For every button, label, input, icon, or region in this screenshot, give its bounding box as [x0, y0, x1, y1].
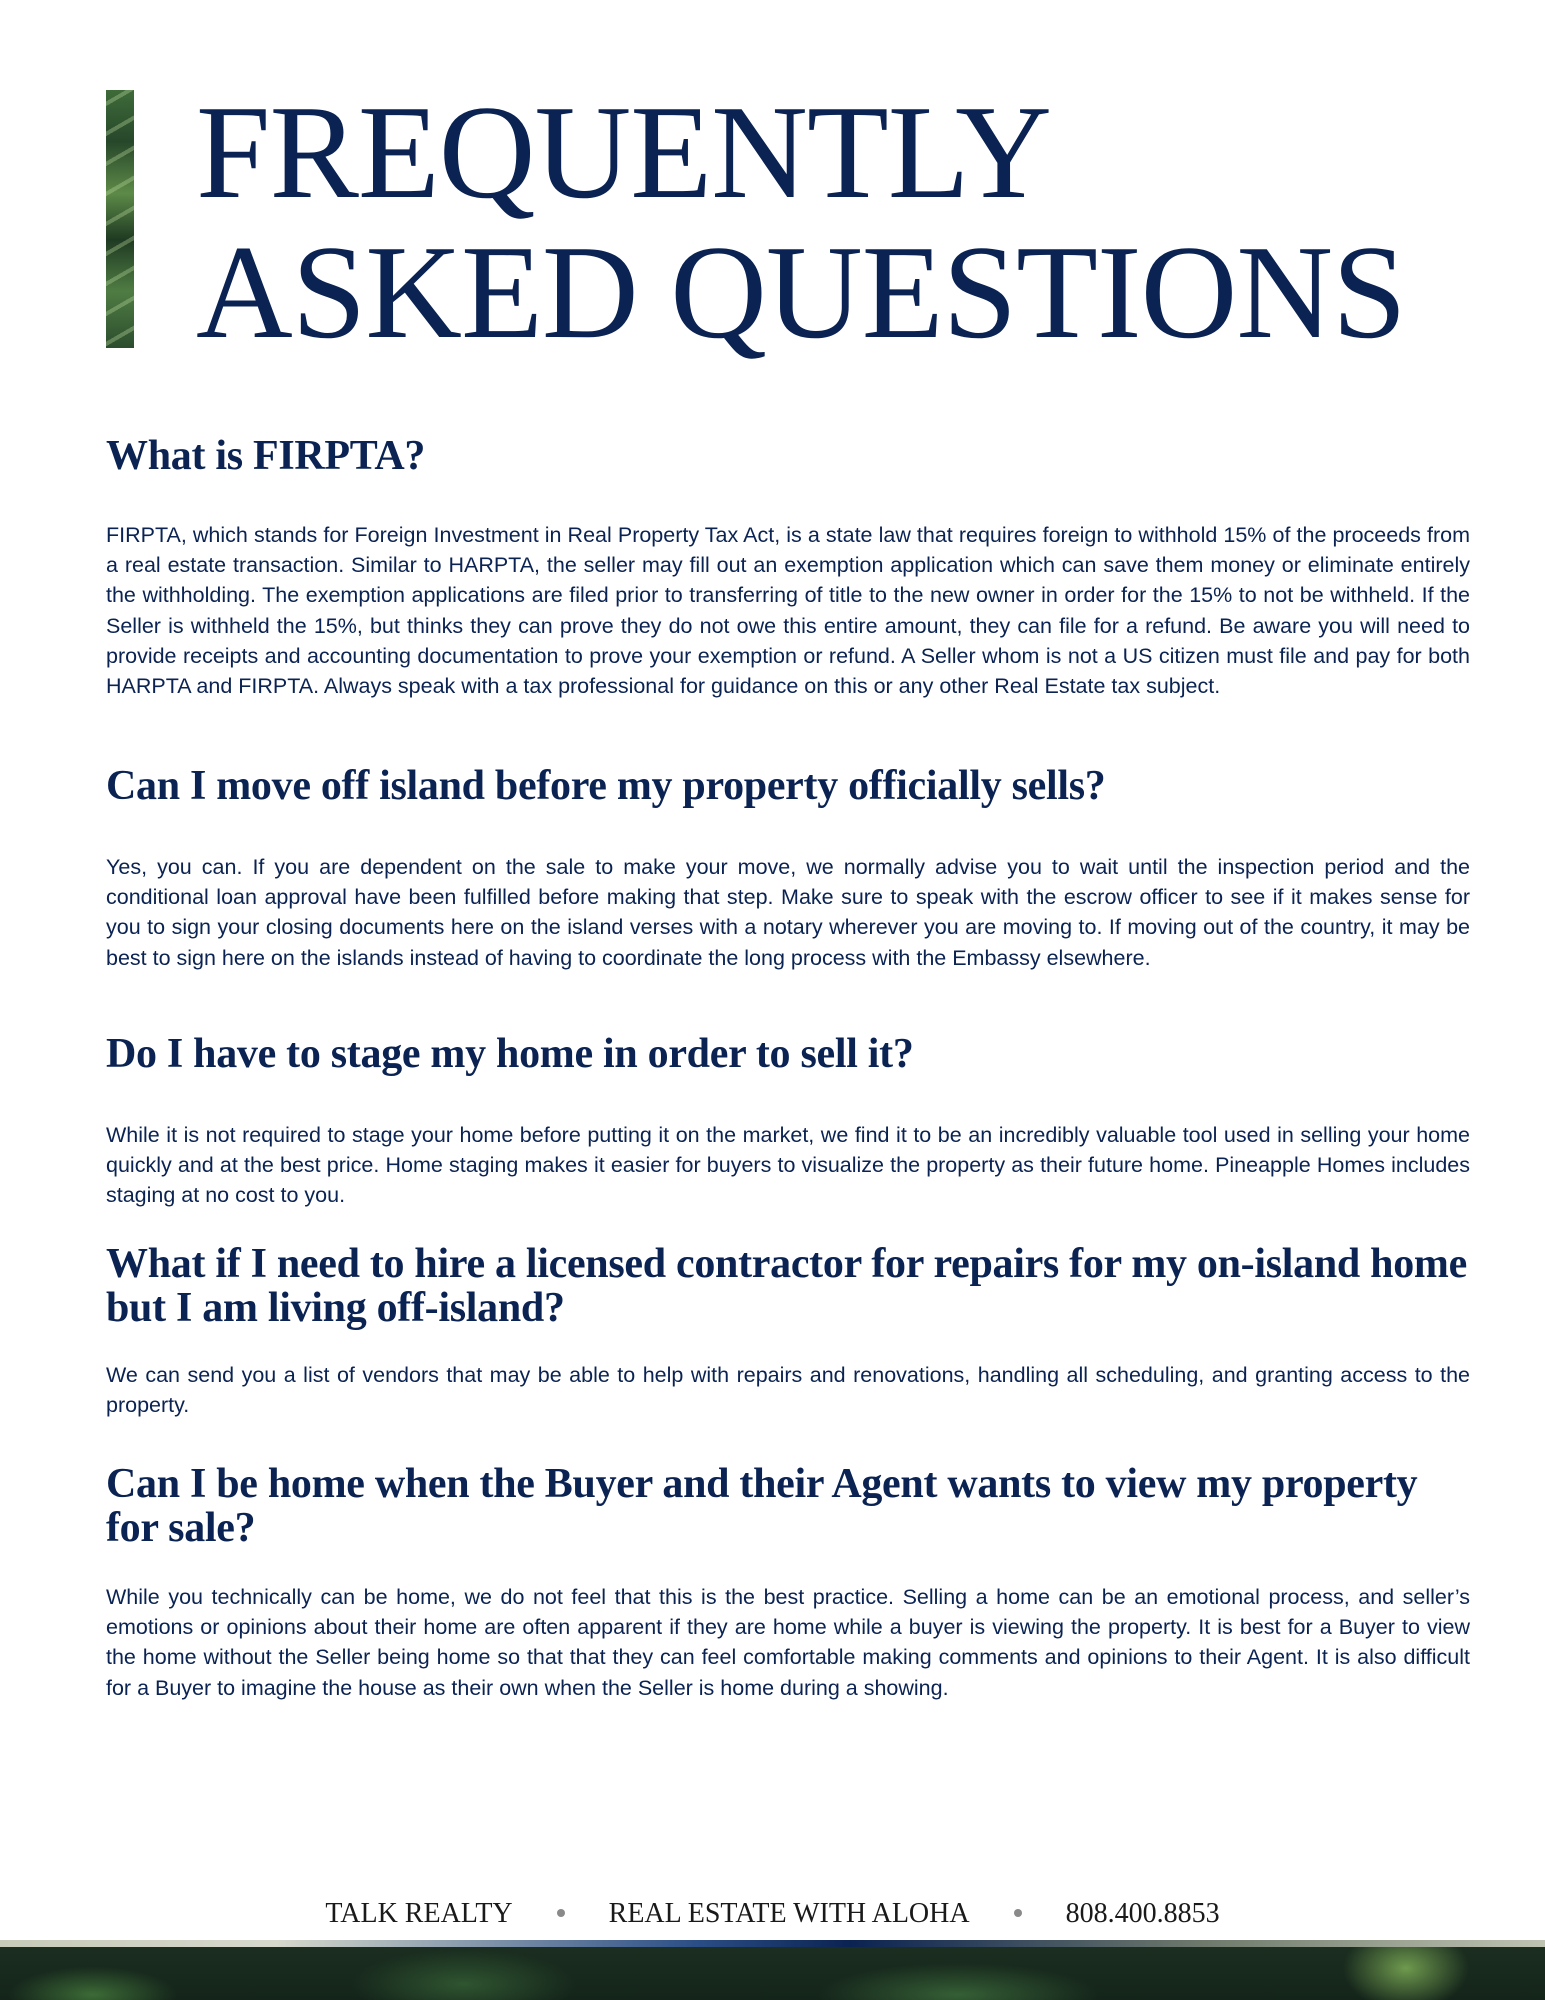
footer-phone: 808.400.8853 [1065, 1898, 1220, 1929]
bullet-separator [557, 1909, 565, 1917]
faq-question: Can I be home when the Buyer and their Agent wants to view my property for sale? [106, 1461, 1418, 1551]
faq-answer: While it is not required to stage your home before putting it on the market, we find it to be an incredibly valuable tool used in selling your home quickly and at the best price. Home staging makes it easier for buyers to visualize the property as their future home. Pineapple Homes includes staging at no cost to you. [106, 1123, 1470, 1208]
faq-answer: Yes, you can. If you are dependent on the sale to make your move, we normally advise you to wait until the inspection period and the conditional loan approval have been fulfilled before making that step. Make sure to speak with the escrow officer to see if it makes sense for you to sign your closing documents here on the island verses with a notary wherever you are moving to. If moving out of the country, it may be best to sign here on the islands instead of having to coordinate the long process with the Embassy elsewhere. [106, 855, 1470, 970]
leaf-accent-bar [106, 90, 134, 348]
faq-answer: While you technically can be home, we do not feel that this is the best practice. Selling a home can be an emotional process, and seller’s emotions or opinions about their home are often apparent if they are home while a buyer is viewing the property. It is best for a Buyer to view the home without the Seller being home so that that they can feel comfortable making comments and opinions to their Agent. It is also difficult for a Buyer to imagine the house as their own when the Seller is home during a showing. [106, 1585, 1470, 1700]
footer-tagline: REAL ESTATE WITH ALOHA [608, 1898, 970, 1929]
faq-answer: We can send you a list of vendors that may be able to help with repairs and renovations, handling all scheduling, and granting access to the property. [106, 1363, 1470, 1418]
faq-item [106, 1462, 1470, 1703]
faq-question: What is FIRPTA? [106, 433, 426, 479]
footer-divider [0, 1940, 1545, 1947]
footer-bar [0, 1898, 1545, 1930]
page-header [106, 78, 1486, 366]
faq-item [106, 434, 1470, 701]
faq-item [106, 764, 1470, 973]
page-title [196, 78, 1406, 366]
footer-company: TALK REALTY [325, 1898, 513, 1929]
title-line-1: FREQUENTLY [196, 78, 1051, 226]
footer-foliage-image [0, 1947, 1545, 2000]
bullet-separator [1014, 1909, 1022, 1917]
faq-question: Can I move off island before my property officially sells? [106, 763, 1106, 809]
title-line-2: ASKED QUESTIONS [196, 218, 1406, 366]
faq-item [106, 1242, 1470, 1420]
faq-question: Do I have to stage my home in order to sell it? [106, 1031, 914, 1077]
faq-answer: FIRPTA, which stands for Foreign Investment in Real Property Tax Act, is a state law that requires foreign to withhold 15% of the proceeds from a real estate transaction. Similar to HARPTA, the seller may fill out an exemption application which can save them money or eliminate entirely the withholding. The exemption applications are filed prior to transferring of title to the new owner in order for the 15% to not be withheld. If the Seller is withheld the 15%, but thinks they can prove they do not owe this entire amount, they can file for a refund. Be aware you will need to provide receipts and accounting documentation to prove your exemption or refund. A Seller whom is not a US citizen must file and pay for both HARPTA and FIRPTA. Always speak with a tax professional for guidance on this or any other Real Estate tax subject. [106, 523, 1470, 699]
faq-question: What if I need to hire a licensed contractor for repairs for my on-island home but I am living off-island? [106, 1241, 1467, 1331]
faq-item [106, 1032, 1470, 1211]
